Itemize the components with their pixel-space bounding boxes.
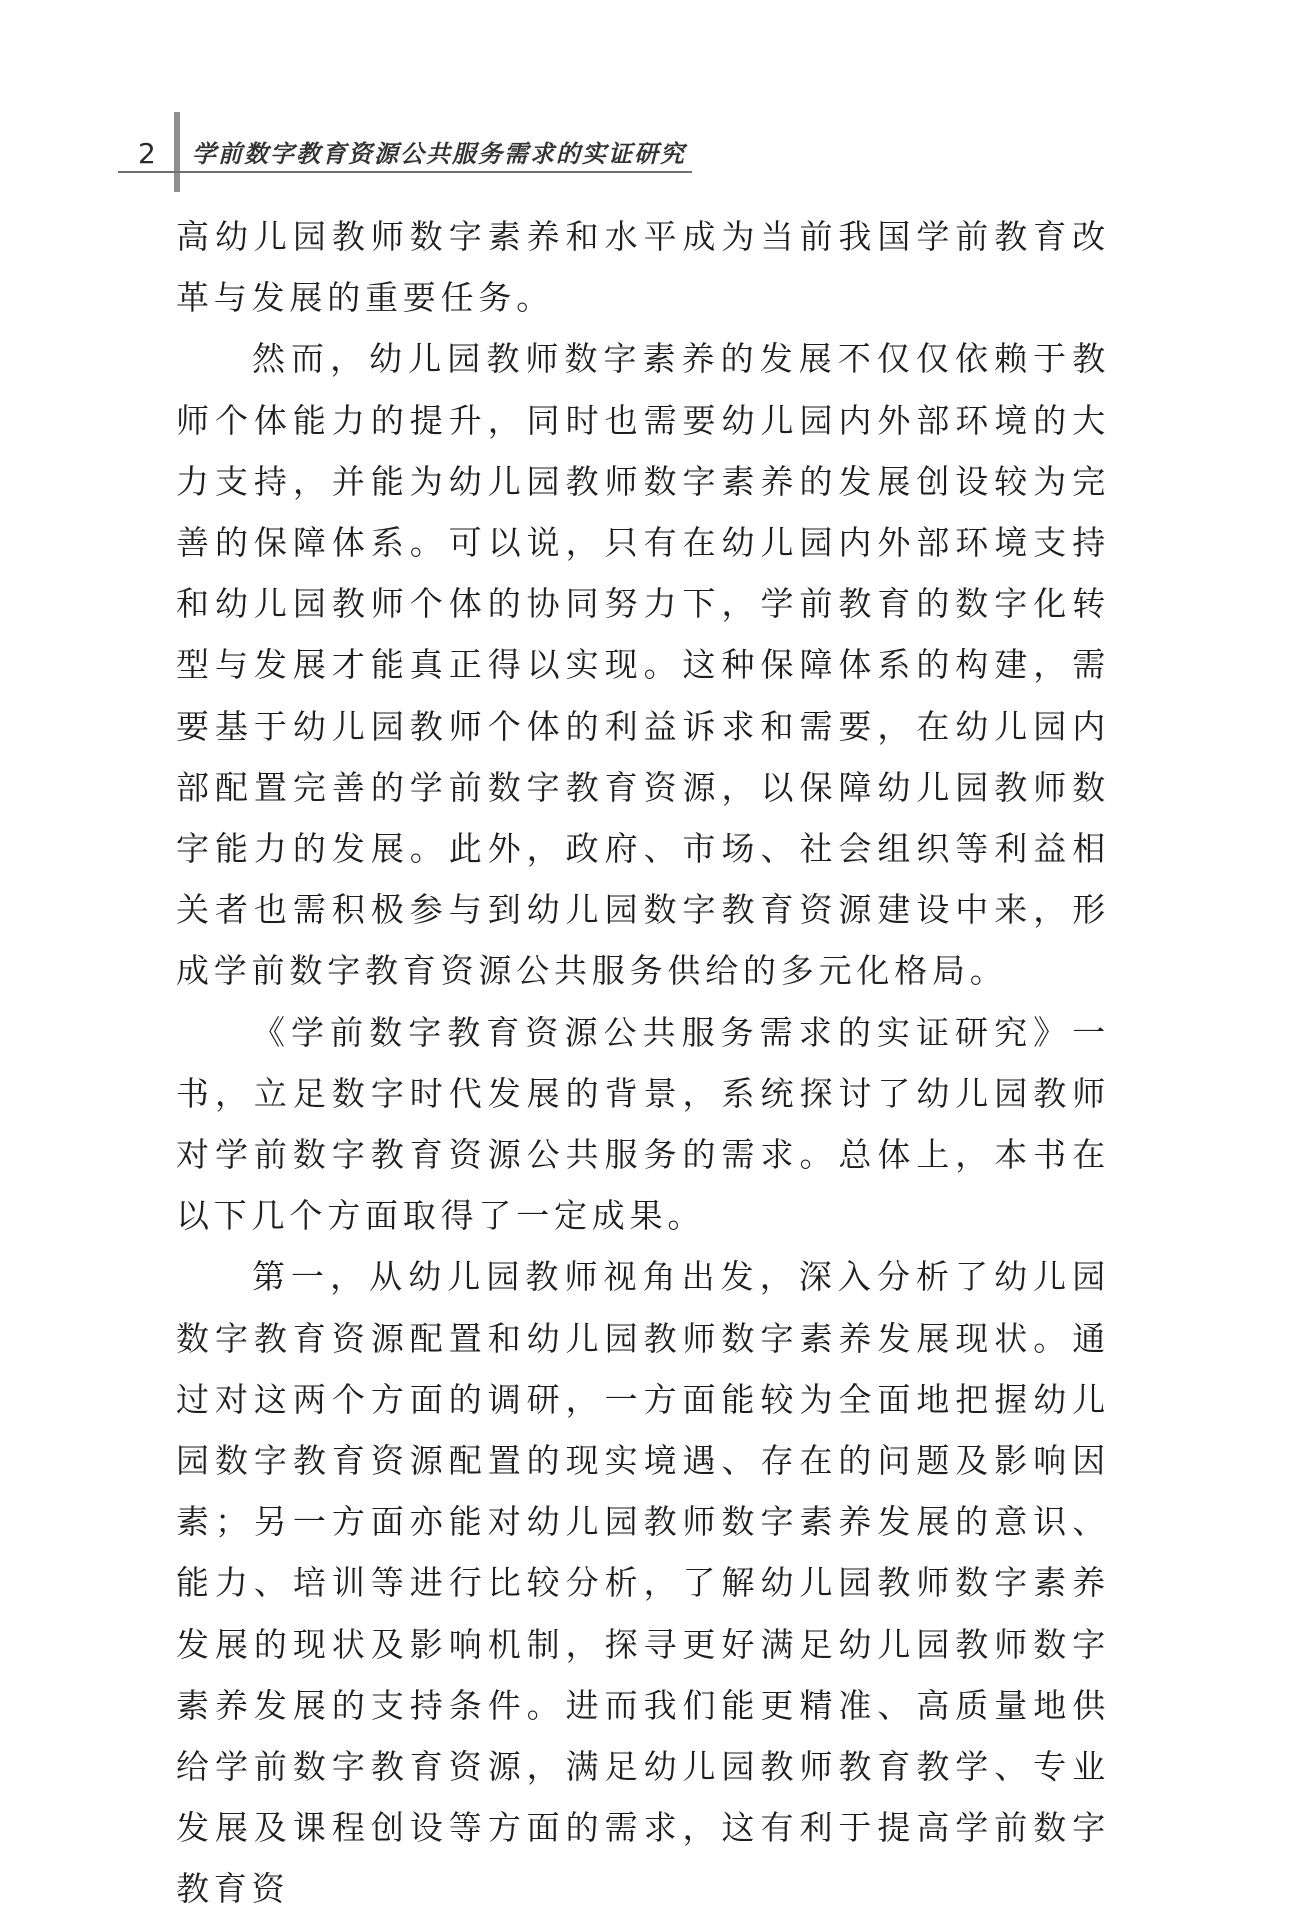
paragraph-continued: 高幼儿园教师数字素养和水平成为当前我国学前教育改革与发展的重要任务。 <box>176 217 1110 318</box>
running-title: 学前数字教育资源公共服务需求的实证研究 <box>192 140 686 168</box>
page-number: 2 <box>138 137 156 170</box>
running-header <box>118 112 692 192</box>
paragraph: 然而，幼儿园教师数字素养的发展不仅仅依赖于教师个体能力的提升，同时也需要幼儿园内外部环境的大力支持，并能为幼儿园教师数字素养的发展创设较为完善的保障体系。可以说，只有在幼儿园内外部环境支持和幼儿园教师个体的协同努力下，学前教育的数字化转型与发展才能真正得以实现。这种保障体系的构建，需要基于幼儿园教师个体的利益诉求和需要，在幼儿园内部配置完善的学前数字教育资源，以保障幼儿园教师数字能力的发展。此外，政府、市场、社会组织等利益相关者也需积极参与到幼儿园数字教育资源建设中来，形成学前数字教育资源公共服务供给的多元化格局。 <box>176 339 1110 991</box>
body-text <box>176 206 1110 1920</box>
paragraph: 《学前数字教育资源公共服务需求的实证研究》一书，立足数字时代发展的背景，系统探讨了幼儿园教师对学前数字教育资源公共服务的需求。总体上，本书在以下几个方面取得了一定成果。 <box>176 1012 1110 1236</box>
header-rule <box>118 171 692 173</box>
paragraph: 第一，从幼儿园教师视角出发，深入分析了幼儿园数字教育资源配置和幼儿园教师数字素养发展现状。通过对这两个方面的调研，一方面能较为全面地把握幼儿园数字教育资源配置的现实境遇、存在的问题及影响因素；另一方面亦能对幼儿园教师数字素养发展的意识、能力、培训等进行比较分析，了解幼儿园教师数字素养发展的现状及影响机制，探寻更好满足幼儿园教师数字素养发展的支持条件。进而我们能更精准、高质量地供给学前数字教育资源，满足幼儿园教师教育教学、专业发展及课程创设等方面的需求，这有利于提高学前数字教育资 <box>176 1257 1110 1909</box>
header-vertical-bar <box>174 112 180 192</box>
